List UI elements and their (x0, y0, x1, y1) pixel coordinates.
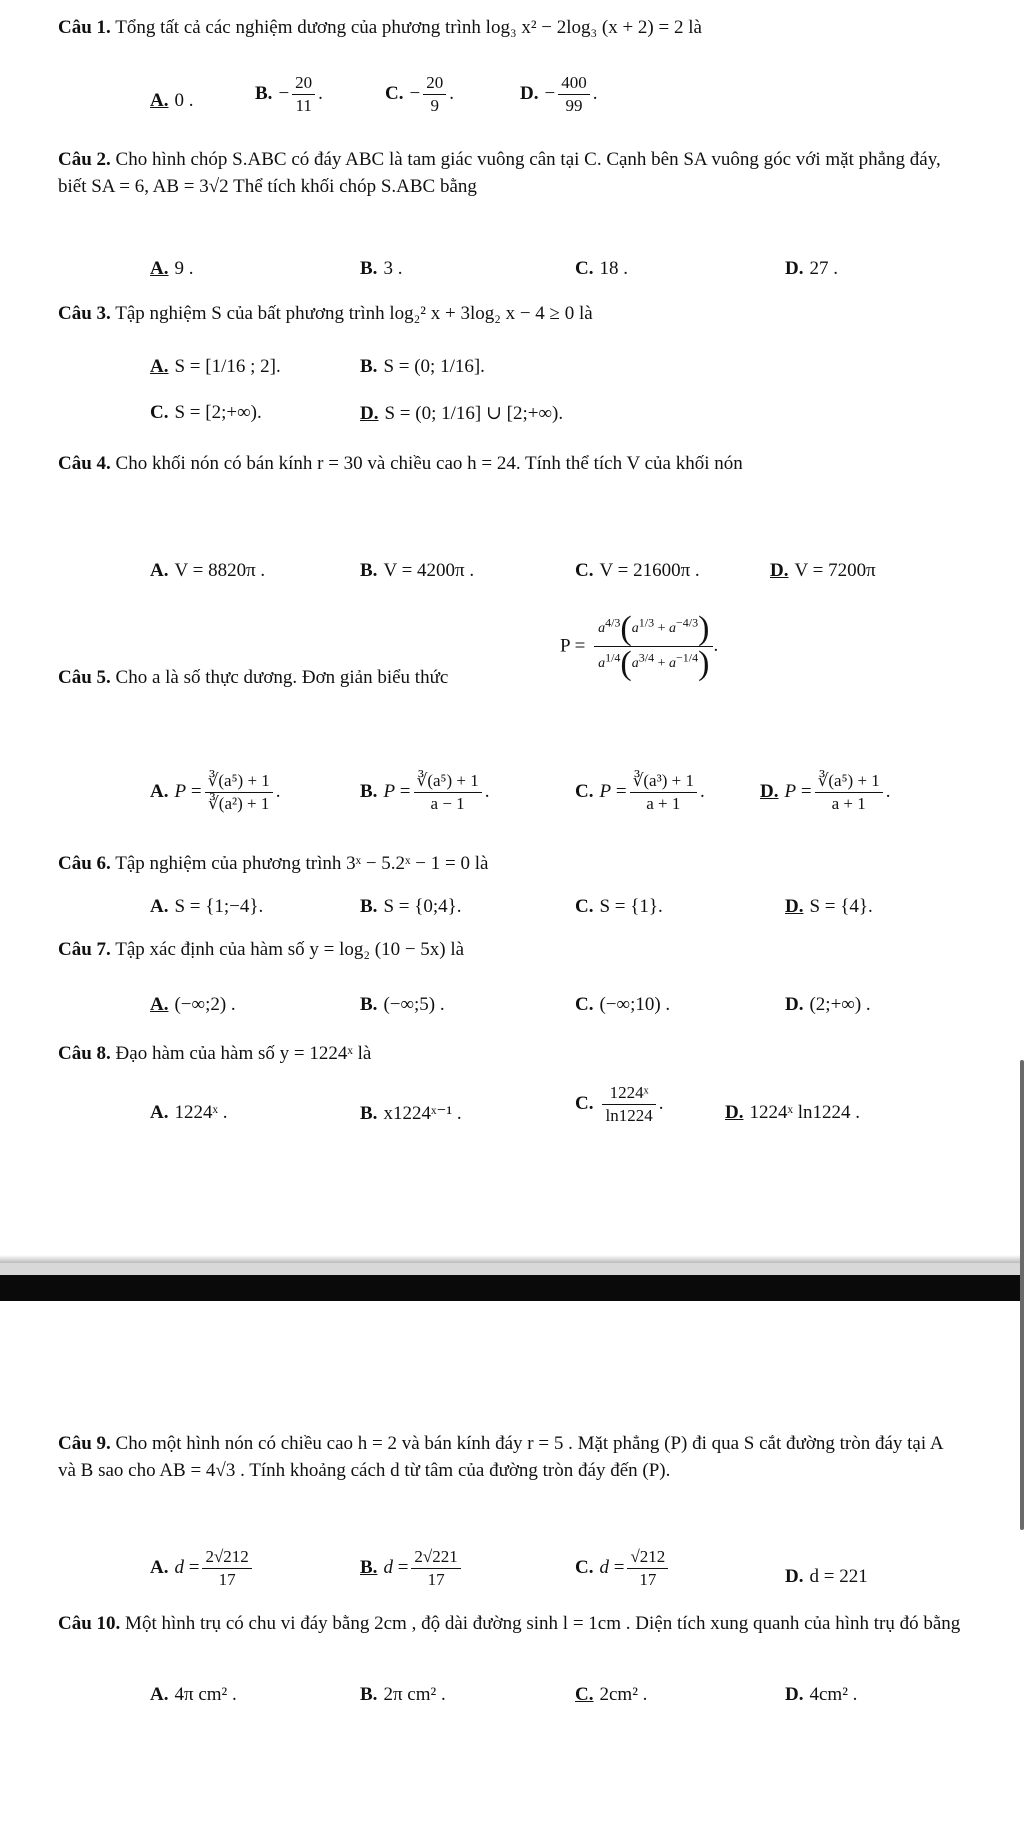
q5-option-d[interactable]: D. P = $\frac{\text{∛(a⁵) + 1}}{a + 1}$ . (760, 771, 891, 813)
q8-option-b[interactable]: B. x1224ˣ⁻¹ . (360, 1102, 462, 1124)
q3-option-a[interactable]: A. S = [1/16 ; 2]. (150, 356, 281, 377)
question-5 (58, 664, 964, 691)
q6-option-b[interactable]: B. S = {0;4}. (360, 896, 462, 917)
q1-option-d[interactable]: D. − $\frac{400}{99}$ . (520, 73, 598, 115)
q8-option-c[interactable]: C. $\frac{\text{1224ˣ}}{\ln 1224}$ . (575, 1083, 664, 1125)
question-2-text: Câu 2. Cho hình chóp S.ABC có đáy ABC là tam giác vuông cân tại C. Cạnh bên SA vuông góc với mặt phẳng đáy, biết SA = 6, AB = 3√2 Thể tích khối chóp S.ABC bằng (58, 149, 941, 197)
q8-option-a[interactable]: A. 1224ˣ . (150, 1102, 228, 1123)
question-6 (58, 850, 964, 877)
q7-option-d[interactable]: D. (2;+∞) . (785, 994, 871, 1015)
q10-option-a[interactable]: A. 4π cm² . (150, 1684, 237, 1705)
q9-option-b[interactable]: B. d = $\frac{2√221}{17}$ (360, 1546, 464, 1591)
q6-option-a[interactable]: A. S = {1;−4}. (150, 896, 264, 917)
q5-option-c[interactable]: C. P = $\frac{\text{∛(a³) + 1}}{a + 1}$ . (575, 771, 705, 813)
q1-option-c[interactable]: C. − $\frac{20}{9}$ . (385, 73, 454, 115)
q3-option-c[interactable]: C. S = [2;+∞). (150, 402, 262, 423)
question-1-text: Câu 1. Tổng tất cả các nghiệm dương của phương trình log₃ x² − 2log₃ (x + 2) = 2 là (58, 17, 702, 38)
q9-option-c[interactable]: C. d = $\frac{√212}{17}$ (575, 1546, 671, 1591)
q4-option-b[interactable]: B. V = 4200π . (360, 560, 475, 581)
question-7 (58, 936, 964, 963)
q7-option-b[interactable]: B. (−∞;5) . (360, 994, 445, 1015)
q10-option-b[interactable]: B. 2π cm² . (360, 1684, 446, 1705)
question-4-options (150, 556, 950, 586)
q4-option-c[interactable]: C. V = 21600π . (575, 560, 700, 581)
question-5-options (150, 771, 950, 816)
question-3-options-row1 (150, 352, 950, 382)
q10-option-c[interactable]: C. 2cm² . (575, 1684, 648, 1705)
scrollbar[interactable] (1020, 1060, 1024, 1530)
question-1 (58, 14, 964, 41)
q5-expression: P = $\frac{a^{4/3}(a^{1/3} + a^{-4/3})}{a^{1/4}(a^{3/4} + a^{-1/4})}$ . (560, 610, 719, 682)
question-1-options (150, 73, 950, 116)
question-6-text: Câu 6. Tập nghiệm của phương trình 3ˣ − 5.2ˣ − 1 = 0 là (58, 853, 489, 874)
question-10-options (150, 1680, 950, 1710)
question-10-text: Câu 10. Một hình trụ có chu vi đáy bằng 2cm , độ dài đường sinh l = 1cm . Diện tích xung quanh của hình trụ đó bằng (58, 1613, 961, 1634)
page-edge (0, 1263, 1024, 1275)
question-4-text: Câu 4. Cho khối nón có bán kính r = 30 và chiều cao h = 24. Tính thể tích V của khối nón (58, 453, 743, 474)
q2-option-c[interactable]: C. 18 . (575, 258, 628, 279)
black-separator-band (0, 1275, 1024, 1301)
question-8-text: Câu 8. Đạo hàm của hàm số y = 1224ˣ là (58, 1043, 372, 1064)
q2-option-a[interactable]: A. 9 . (150, 258, 194, 279)
q5-option-a[interactable]: A. P = $\frac{\text{∛(a⁵) + 1}}{\text{∛(a²) + 1}}$ . (150, 771, 281, 813)
question-8 (58, 1040, 964, 1067)
question-8-options (150, 1083, 950, 1128)
question-4 (58, 450, 964, 477)
q1-option-a[interactable]: A. 0 . (150, 90, 194, 111)
question-9-text: Câu 9. Cho một hình nón có chiều cao h = 2 và bán kính đáy r = 5 . Mặt phẳng (P) đi qua S cắt đường tròn đáy tại A và B sao cho AB = 4√3 . Tính khoảng cách d từ tâm của đường tròn đáy đến (P). (58, 1433, 943, 1481)
q4-option-d[interactable]: D. V = 7200π (770, 560, 876, 581)
question-9-options (150, 1547, 950, 1592)
q7-option-c[interactable]: C. (−∞;10) . (575, 994, 671, 1015)
q3-option-b[interactable]: B. S = (0; 1/16]. (360, 356, 485, 377)
question-3 (58, 300, 964, 327)
question-2 (58, 146, 964, 200)
q9-option-a[interactable]: A. d = $\frac{2√212}{17}$ (150, 1546, 255, 1591)
q10-option-d[interactable]: D. 4cm² . (785, 1684, 858, 1705)
question-7-text: Câu 7. Tập xác định của hàm số y = log₂ (10 − 5x) là (58, 939, 465, 960)
q2-option-b[interactable]: B. 3 . (360, 258, 403, 279)
question-7-options (150, 990, 950, 1020)
q2-option-d[interactable]: D. 27 . (785, 258, 838, 279)
question-9 (58, 1430, 964, 1484)
q6-option-c[interactable]: C. S = {1}. (575, 896, 663, 917)
q4-option-a[interactable]: A. V = 8820π . (150, 560, 266, 581)
q5-option-b[interactable]: B. P = $\frac{\text{∛(a⁵) + 1}}{a - 1}$ . (360, 771, 490, 813)
page-edge-shadow (0, 1255, 1024, 1263)
q9-option-d[interactable]: D. d = 221 (785, 1566, 868, 1587)
question-5-text: Câu 5. Cho a là số thực dương. Đơn giản biểu thức (58, 667, 449, 688)
question-6-options (150, 892, 950, 922)
q6-option-d[interactable]: D. S = {4}. (785, 896, 873, 917)
question-3-text: Câu 3. Tập nghiệm S của bất phương trình log₂² x + 3log₂ x − 4 ≥ 0 là (58, 303, 593, 324)
q8-option-d[interactable]: D. 1224ˣ ln1224 . (725, 1102, 861, 1123)
question-2-options (150, 254, 950, 284)
q3-option-d[interactable]: D. S = (0; 1/16] ∪ [2;+∞). (360, 402, 564, 424)
q7-option-a[interactable]: A. (−∞;2) . (150, 994, 236, 1015)
question-3-options-row2 (150, 398, 950, 428)
question-10 (58, 1610, 964, 1637)
q1-option-b[interactable]: B. − $\frac{20}{11}$ . (255, 73, 323, 115)
